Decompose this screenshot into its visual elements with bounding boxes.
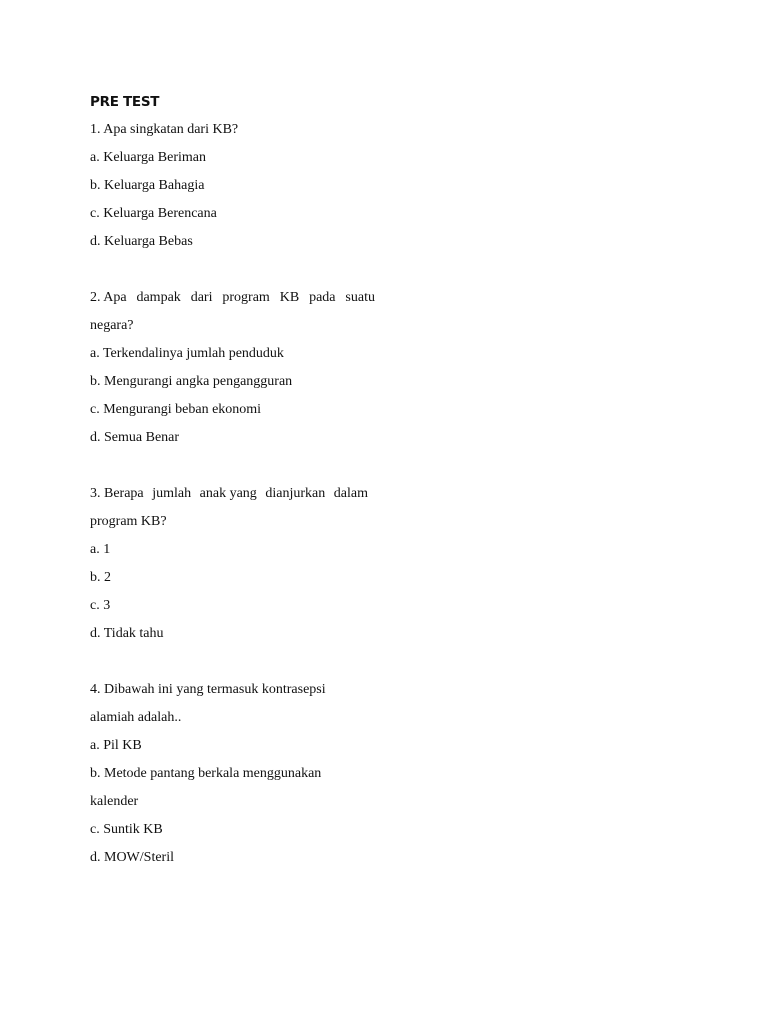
answer-option: c. Keluarga Berencana: [90, 206, 217, 221]
answer-option: d. Keluarga Bebas: [90, 234, 193, 249]
question-spacer: [90, 256, 380, 284]
question-word: suatu: [345, 290, 375, 305]
answer-option: b. Keluarga Bahagia: [90, 178, 205, 193]
question-word: program: [222, 290, 270, 305]
question-block: [90, 676, 380, 872]
answer-option: b. Mengurangi angka pengangguran: [90, 374, 293, 389]
answer-option: b. 2: [90, 570, 111, 585]
question-text: [90, 480, 368, 508]
question-word: 2. Apa: [90, 290, 127, 305]
answer-option: b. Metode pantang berkala menggunakan: [90, 766, 322, 781]
question-text: program KB?: [90, 514, 167, 529]
question-word: pada: [309, 290, 336, 305]
question-word: anak yang: [199, 486, 257, 501]
question-word: dampak: [136, 290, 181, 305]
answer-option: d. MOW/Steril: [90, 850, 174, 865]
answer-option: a. Terkendalinya jumlah penduduk: [90, 346, 284, 361]
answer-option: a. Pil KB: [90, 738, 142, 753]
question-word: jumlah: [152, 486, 192, 501]
question-block: [90, 284, 380, 452]
document-content: [90, 90, 380, 872]
answer-option: d. Semua Benar: [90, 430, 180, 445]
question-list: [90, 116, 380, 872]
question-text: 1. Apa singkatan dari KB?: [90, 122, 239, 137]
question-text: alamiah adalah..: [90, 710, 182, 725]
answer-option: c. 3: [90, 598, 111, 613]
question-word: 3. Berapa: [90, 486, 144, 501]
answer-option: c. Suntik KB: [90, 822, 163, 837]
question-word: dianjurkan: [265, 486, 326, 501]
question-text: negara?: [90, 318, 134, 333]
question-word: dari: [190, 290, 213, 305]
answer-option: kalender: [90, 794, 139, 809]
answer-option: a. 1: [90, 542, 111, 557]
answer-option: a. Keluarga Beriman: [90, 150, 206, 165]
answer-option: d. Tidak tahu: [90, 626, 164, 641]
question-text: [90, 284, 375, 312]
page-title: PRE TEST: [90, 94, 160, 110]
question-spacer: [90, 648, 380, 676]
question-block: [90, 480, 380, 648]
question-block: [90, 116, 380, 256]
question-spacer: [90, 452, 380, 480]
question-word: KB: [279, 290, 300, 305]
question-text: 4. Dibawah ini yang termasuk kontrasepsi: [90, 682, 326, 697]
answer-option: c. Mengurangi beban ekonomi: [90, 402, 262, 417]
question-word: dalam: [333, 486, 368, 501]
